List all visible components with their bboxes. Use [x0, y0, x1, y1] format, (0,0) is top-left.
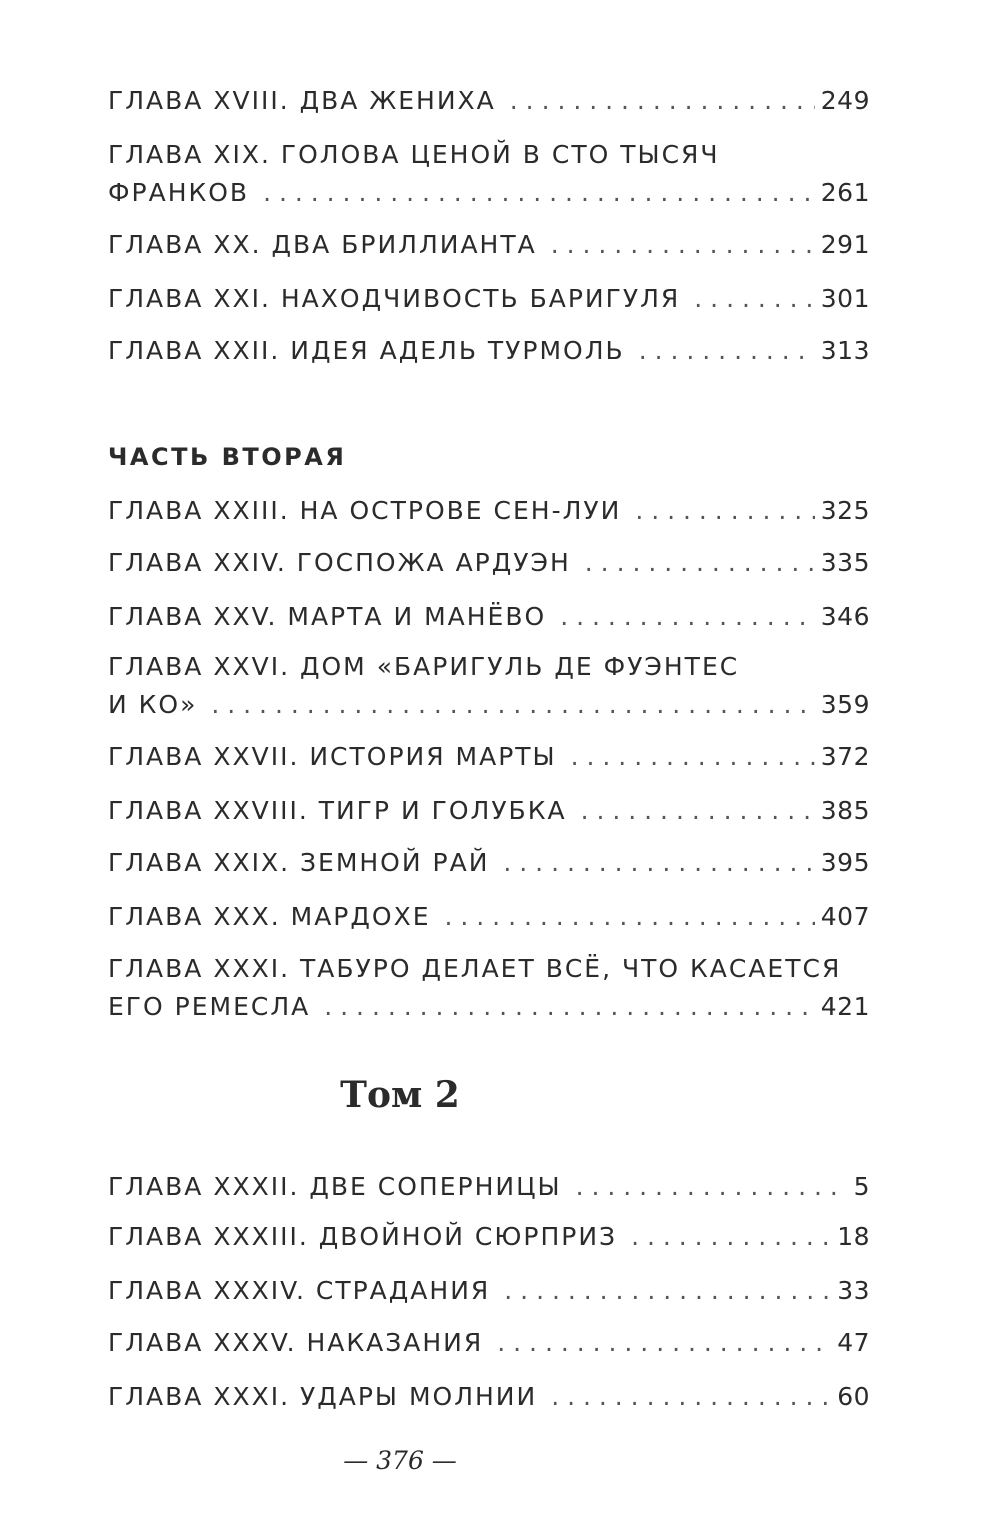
chapter-title: ГЛАВА XXIX. ЗЕМНОЙ РАЙ — [108, 848, 490, 877]
leader-dots — [324, 988, 815, 1026]
chapter-title: ГЛАВА XXIII. НА ОСТРОВЕ СЕН-ЛУИ — [108, 496, 622, 525]
toc-entry — [108, 280, 870, 318]
chapter-title: ГЛАВА XX. ДВА БРИЛЛИАНТА — [108, 230, 537, 259]
page-number: 359 — [820, 690, 870, 719]
leader-dots — [551, 226, 815, 264]
chapter-title: ГЛАВА XXVII. ИСТОРИЯ МАРТЫ — [108, 742, 557, 771]
leader-dots — [639, 332, 815, 370]
chapter-title: ГЛАВА XXXV. НАКАЗАНИЯ — [108, 1328, 484, 1357]
page-number: 5 — [853, 1172, 870, 1201]
toc-entry — [108, 332, 870, 370]
chapter-title-cont: И КО» — [108, 690, 198, 719]
page-number: 372 — [820, 742, 870, 771]
chapter-title: ГЛАВА XXI. НАХОДЧИВОСТЬ БАРИГУЛЯ — [108, 284, 681, 313]
leader-dots — [211, 686, 814, 724]
chapter-title: ГЛАВА XXIV. ГОСПОЖА АРДУЭН — [108, 548, 571, 577]
page-number: 301 — [820, 284, 870, 313]
leader-dots — [263, 174, 815, 212]
chapter-title: ГЛАВА XXV. МАРТА И МАНЁВО — [108, 602, 547, 631]
leader-dots — [635, 492, 814, 530]
page-number: 385 — [820, 796, 870, 825]
leader-dots — [581, 792, 815, 830]
leader-dots — [445, 898, 815, 936]
leader-dots — [504, 1272, 831, 1310]
leader-dots — [585, 544, 815, 582]
toc-entry — [108, 648, 870, 724]
chapter-title: ГЛАВА XVIII. ДВА ЖЕНИХА — [108, 86, 496, 115]
page-number: 60 — [837, 1382, 870, 1411]
page-number: 249 — [820, 86, 870, 115]
toc-entry — [108, 1324, 870, 1362]
toc-entry — [108, 1168, 870, 1206]
page-number: 33 — [837, 1276, 870, 1305]
toc-entry — [108, 898, 870, 936]
leader-dots — [510, 82, 815, 120]
chapter-title: ГЛАВА XXXIV. СТРАДАНИЯ — [108, 1276, 491, 1305]
chapter-title-cont: ЕГО РЕМЕСЛА — [108, 992, 311, 1021]
page-number: 395 — [820, 848, 870, 877]
chapter-title-cont: ФРАНКОВ — [108, 178, 250, 207]
toc-entry — [108, 544, 870, 582]
leader-dots — [497, 1324, 831, 1362]
chapter-title: ГЛАВА XXVIII. ТИГР И ГОЛУБКА — [108, 796, 567, 825]
page-number: 421 — [820, 992, 870, 1021]
page-number: 335 — [820, 548, 870, 577]
page-number: 325 — [820, 496, 870, 525]
toc-entry — [108, 950, 870, 1026]
page-number: 313 — [820, 336, 870, 365]
chapter-title: ГЛАВА XXXI. УДАРЫ МОЛНИИ — [108, 1382, 538, 1411]
toc-entry — [108, 226, 870, 264]
leader-dots — [631, 1218, 831, 1256]
leader-dots — [571, 738, 815, 776]
chapter-title: ГЛАВА XXXII. ДВЕ СОПЕРНИЦЫ — [108, 1172, 562, 1201]
chapter-title: ГЛАВА XXXI. ТАБУРО ДЕЛАЕТ ВСЁ, ЧТО КАСАЕТСЯ — [108, 954, 842, 983]
page-number: 346 — [820, 602, 870, 631]
toc-entry — [108, 1272, 870, 1310]
page-folio: — 376 — — [343, 1446, 457, 1475]
toc-entry — [108, 1378, 870, 1416]
volume-title: Том 2 — [340, 1074, 460, 1116]
leader-dots — [694, 280, 815, 318]
leader-dots — [551, 1378, 831, 1416]
toc-entry — [108, 492, 870, 530]
toc-entry — [108, 82, 870, 120]
toc-entry — [108, 792, 870, 830]
page-number: 47 — [837, 1328, 870, 1357]
page-number: 18 — [837, 1222, 870, 1251]
part-title: ЧАСТЬ ВТОРАЯ — [108, 443, 347, 471]
page-number: 407 — [820, 902, 870, 931]
page-number: 291 — [820, 230, 870, 259]
chapter-title: ГЛАВА XXX. МАРДОХЕ — [108, 902, 431, 931]
chapter-title: ГЛАВА XXII. ИДЕЯ АДЕЛЬ ТУРМОЛЬ — [108, 336, 625, 365]
toc-entry — [108, 1218, 870, 1256]
toc-entry — [108, 844, 870, 882]
chapter-title: ГЛАВА XXVI. ДОМ «БАРИГУЛЬ ДЕ ФУЭНТЕС — [108, 652, 740, 681]
chapter-title: ГЛАВА XIX. ГОЛОВА ЦЕНОЙ В СТО ТЫСЯЧ — [108, 140, 720, 169]
page-number: 261 — [820, 178, 870, 207]
leader-dots — [503, 844, 814, 882]
toc-entry — [108, 136, 870, 212]
toc-entry — [108, 738, 870, 776]
chapter-title: ГЛАВА XXXIII. ДВОЙНОЙ СЮРПРИЗ — [108, 1222, 618, 1251]
leader-dots — [560, 598, 815, 636]
leader-dots — [576, 1168, 848, 1206]
toc-entry — [108, 598, 870, 636]
